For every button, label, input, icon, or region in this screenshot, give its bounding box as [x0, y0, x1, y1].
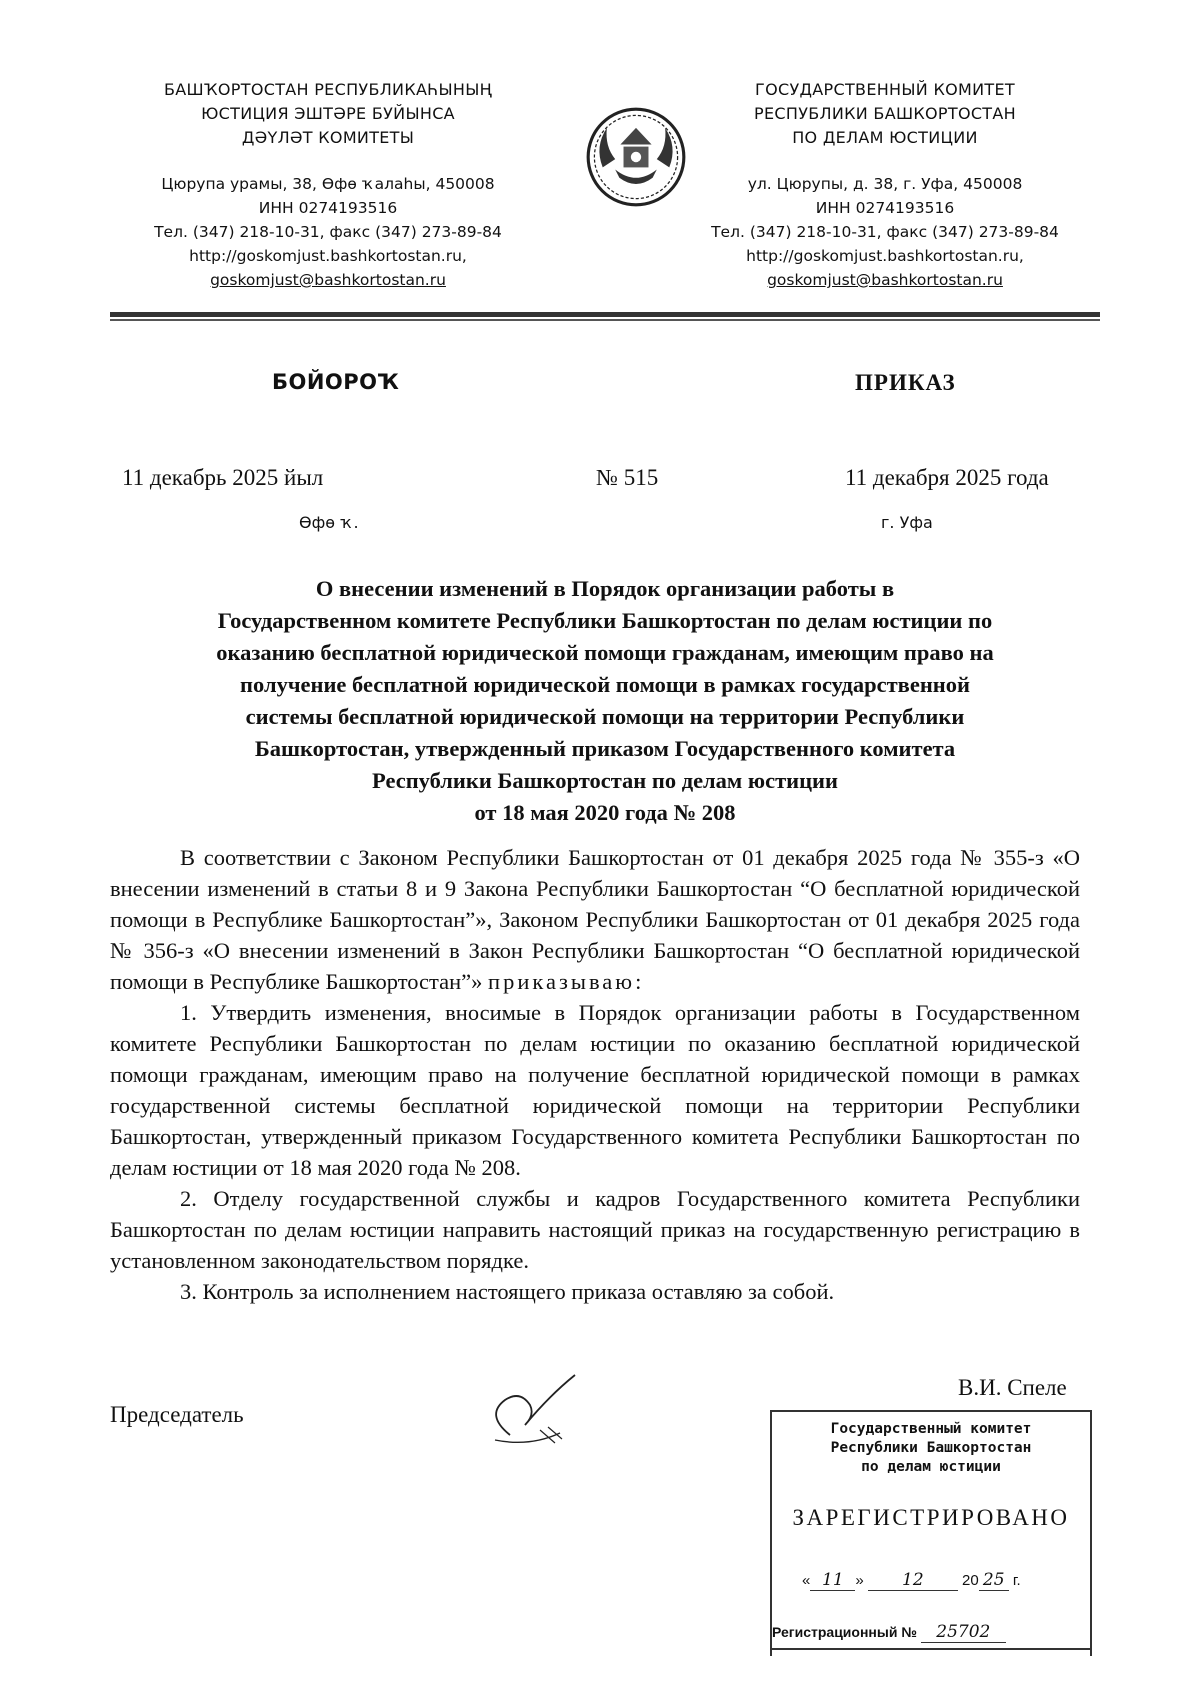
stamp-registration-number [772, 1622, 1006, 1643]
title-line: Башкортостан, утвержденный приказом Государственного комитета [254, 736, 956, 761]
title-line: оказанию бесплатной юридической помощи гражданам, имеющим право на [216, 640, 994, 665]
stamp-date-close-quote: » [855, 1572, 864, 1589]
header-right-title-3: ПО ДЕЛАМ ЮСТИЦИИ [792, 128, 978, 147]
doc-kind-bashkir: БОЙОРОҠ [272, 370, 400, 394]
stamp-date [802, 1570, 1021, 1591]
doc-kind-russian: ПРИКАЗ [855, 370, 956, 395]
stamp-reg-number: 25702 [921, 1622, 1006, 1643]
order-word: приказываю: [488, 969, 645, 994]
header-left-title-2: ЮСТИЦИЯ ЭШТӘРЕ БУЙЫНСА [201, 104, 455, 123]
header-left-website[interactable]: http://goskomjust.bashkortostan.ru, [189, 247, 467, 265]
header-left [118, 78, 538, 292]
header-left-address: Цюрупа урамы, 38, Өфө ҡалаһы, 450008 [161, 175, 495, 193]
header-right [690, 78, 1080, 292]
stamp-organization [772, 1420, 1090, 1477]
stamp-org-line: Республики Башкортостан [830, 1440, 1032, 1456]
header-right-title-2: РЕСПУБЛИКИ БАШКОРТОСТАН [754, 104, 1016, 123]
document-title [110, 573, 1100, 829]
handwritten-signature [480, 1355, 590, 1450]
header-right-phone: Тел. (347) 218-10-31, факс (347) 273-89-84 [711, 223, 1059, 241]
stamp-year-prefix: 20 [962, 1572, 979, 1589]
header-left-title-1: БАШҠОРТОСТАН РЕСПУБЛИКАҺЫНЫҢ [163, 80, 492, 99]
title-line: О внесении изменений в Порядок организации работы в [315, 576, 895, 601]
stamp-year-suffix: 25 [979, 1570, 1009, 1591]
document-number: № 515 [596, 465, 659, 490]
date-bashkir: 11 декабрь 2025 йыл [122, 465, 324, 490]
stamp-year-unit: г. [1012, 1572, 1021, 1589]
title-line: Государственном комитете Республики Башкортостан по делам юстиции по [217, 608, 993, 633]
coat-of-arms-emblem [584, 105, 688, 209]
header-divider-thick [110, 312, 1100, 317]
header-left-title-3: ДӘҮЛӘТ КОМИТЕТЫ [241, 128, 415, 147]
title-line: получение бесплатной юридической помощи в рамках государственной [240, 672, 970, 697]
order-item-2: 2. Отделу государственной службы и кадров Государственного комитета Республики Башкортостан по делам юстиции направить настоящий приказ на государственную регистрацию в установленном законодательством порядке. [110, 1186, 1080, 1273]
preamble-paragraph [110, 842, 1080, 997]
date-russian: 11 декабря 2025 года [845, 465, 1049, 490]
header-left-phone: Тел. (347) 218-10-31, факс (347) 273-89-84 [154, 223, 502, 241]
stamp-bottom-border [772, 1648, 1090, 1650]
preamble-text: В соответствии с Законом Республики Башкортостан от 01 декабря 2025 года № 355-з «О внесении изменений в статьи 8 и 9 Закона Республики Башкортостан “О бесплатной юридической помощи в Республике Башкортостан”», Законом Республики Башкортостан от 01 декабря 2025 года № 356-з «О внесении изменений в Закон Республики Башкортостан “О бесплатной юридической помощи в Республике Башкортостан”» [110, 845, 1080, 994]
stamp-date-open-quote: « [802, 1572, 811, 1589]
title-line: системы бесплатной юридической помощи на территории Республики [245, 704, 965, 729]
document-body [110, 842, 1080, 1307]
stamp-status: ЗАРЕГИСТРИРОВАНО [792, 1505, 1070, 1530]
header-divider-thin [110, 319, 1100, 321]
signatory-position: Председатель [110, 1402, 244, 1427]
stamp-month: 12 [868, 1570, 958, 1591]
title-line: Республики Башкортостан по делам юстиции [372, 768, 838, 793]
order-item-3: 3. Контроль за исполнением настоящего приказа оставляю за собой. [180, 1279, 835, 1304]
header-right-title-1: ГОСУДАРСТВЕННЫЙ КОМИТЕТ [755, 80, 1015, 99]
signatory-name: В.И. Спеле [958, 1375, 1067, 1400]
header-right-email[interactable]: goskomjust@bashkortostan.ru [767, 271, 1003, 289]
header-right-address: ул. Цюрупы, д. 38, г. Уфа, 450008 [747, 175, 1023, 193]
place-russian: г. Уфа [881, 513, 933, 532]
title-line: от 18 мая 2020 года № 208 [474, 800, 736, 825]
stamp-org-line: Государственный комитет [830, 1421, 1032, 1437]
registration-stamp [770, 1410, 1092, 1656]
stamp-reg-label: Регистрационный № [772, 1624, 917, 1640]
header-right-website[interactable]: http://goskomjust.bashkortostan.ru, [746, 247, 1024, 265]
place-bashkir: Өфө ҡ. [299, 513, 359, 532]
order-item-1: 1. Утвердить изменения, вносимые в Порядок организации работы в Государственном комитете Республики Башкортостан по делам юстиции по оказанию бесплатной юридической помощи гражданам, имеющим право на получение бесплатной юридической помощи в рамках государственной системы бесплатной юридической помощи на территории Республики Башкортостан, утвержденный приказом Государственного комитета Республики Башкортостан по делам юстиции от 18 мая 2020 года № 208. [110, 1000, 1080, 1180]
header-left-inn: ИНН 0274193516 [258, 199, 398, 217]
stamp-day: 11 [810, 1570, 855, 1591]
header-left-email[interactable]: goskomjust@bashkortostan.ru [210, 271, 446, 289]
header-right-inn: ИНН 0274193516 [815, 199, 955, 217]
stamp-org-line: по делам юстиции [861, 1459, 1001, 1475]
